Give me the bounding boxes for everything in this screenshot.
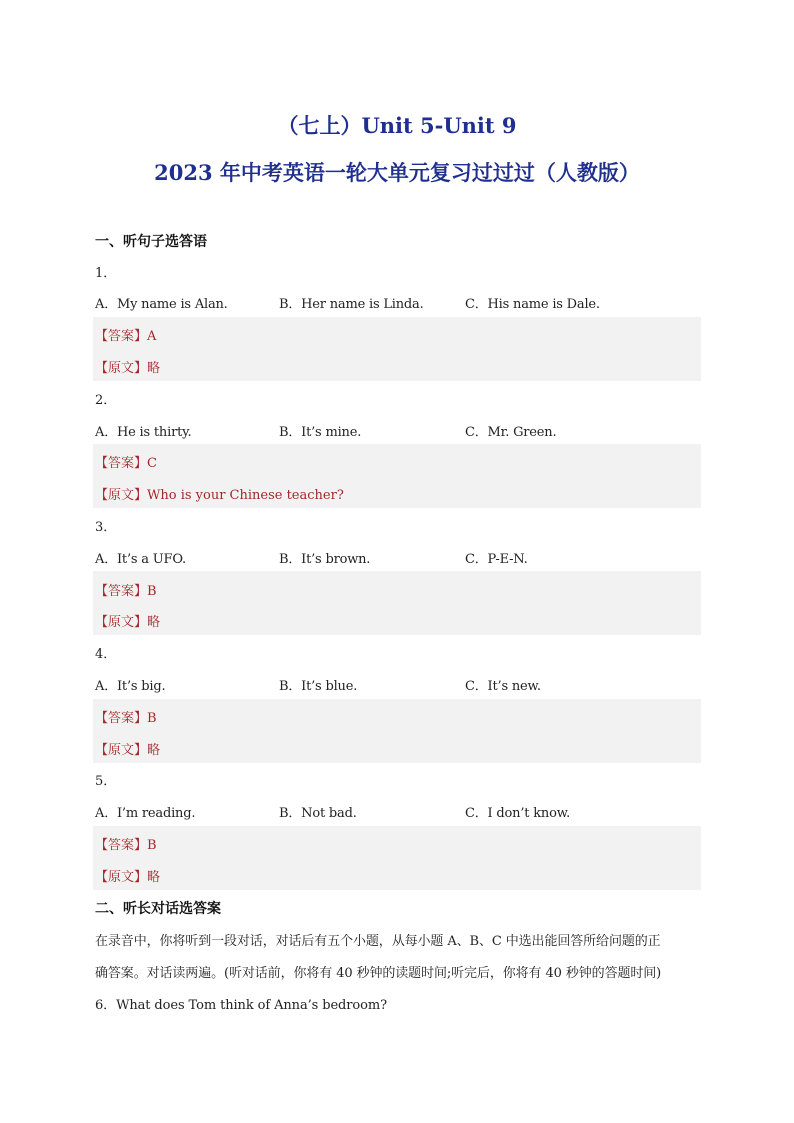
option-c: C．It’s new. bbox=[465, 679, 541, 694]
question-number: 5． bbox=[95, 774, 117, 789]
option-c: C．Mr. Green. bbox=[465, 425, 557, 440]
source-text: 【原文】略 bbox=[95, 870, 161, 885]
option-c: C．P-E-N. bbox=[465, 552, 528, 567]
document-title-line2: 2023 年中考英语一轮大单元复习过过过（人教版） bbox=[154, 160, 640, 185]
answer-label: 【答案】B bbox=[95, 711, 157, 726]
option-a: A．My name is Alan. bbox=[95, 297, 228, 312]
question-number: 3． bbox=[95, 520, 117, 535]
document-title-line1: （七上）Unit 5-Unit 9 bbox=[277, 113, 517, 138]
question-number: 2． bbox=[95, 393, 117, 408]
source-text: 【原文】略 bbox=[95, 615, 161, 630]
section2-heading: 二、听长对话选答案 bbox=[95, 901, 221, 917]
answer-label: 【答案】C bbox=[95, 456, 157, 471]
answer-box bbox=[93, 317, 701, 381]
source-text: 【原文】略 bbox=[95, 361, 161, 376]
answer-box bbox=[93, 826, 701, 890]
option-a: A．I’m reading. bbox=[95, 806, 196, 821]
option-b: B．It’s mine. bbox=[279, 425, 362, 440]
answer-label: 【答案】B bbox=[95, 584, 157, 599]
question-6-text: 6．What does Tom think of Anna’s bedroom? bbox=[95, 998, 387, 1013]
question-number: 1． bbox=[95, 266, 117, 281]
option-b: B．Not bad. bbox=[279, 806, 357, 821]
source-text: 【原文】Who is your Chinese teacher? bbox=[95, 488, 344, 503]
question-number: 4． bbox=[95, 647, 117, 662]
option-c: C．I don’t know. bbox=[465, 806, 571, 821]
option-b: B．Her name is Linda. bbox=[279, 297, 424, 312]
section1-heading: 一、听句子选答语 bbox=[95, 234, 207, 250]
option-c: C．His name is Dale. bbox=[465, 297, 600, 312]
option-a: A．He is thirty. bbox=[95, 425, 192, 440]
answer-box bbox=[93, 571, 701, 635]
option-a: A．It’s a UFO. bbox=[95, 552, 186, 567]
option-a: A．It’s big. bbox=[95, 679, 166, 694]
answer-box bbox=[93, 699, 701, 763]
source-text: 【原文】略 bbox=[95, 743, 161, 758]
section2-instruction-line2: 确答案。对话读两遍。(听对话前，你将有 40 秒钟的读题时间;听完后，你将有 40 秒钟的答题时间) bbox=[95, 966, 662, 981]
answer-label: 【答案】B bbox=[95, 838, 157, 853]
answer-label: 【答案】A bbox=[95, 329, 157, 344]
section2-instruction-line1: 在录音中，你将听到一段对话，对话后有五个小题，从每小题 A、B、C 中选出能回答所给问题的正 bbox=[95, 934, 661, 949]
option-b: B．It’s blue. bbox=[279, 679, 358, 694]
option-b: B．It’s brown. bbox=[279, 552, 371, 567]
